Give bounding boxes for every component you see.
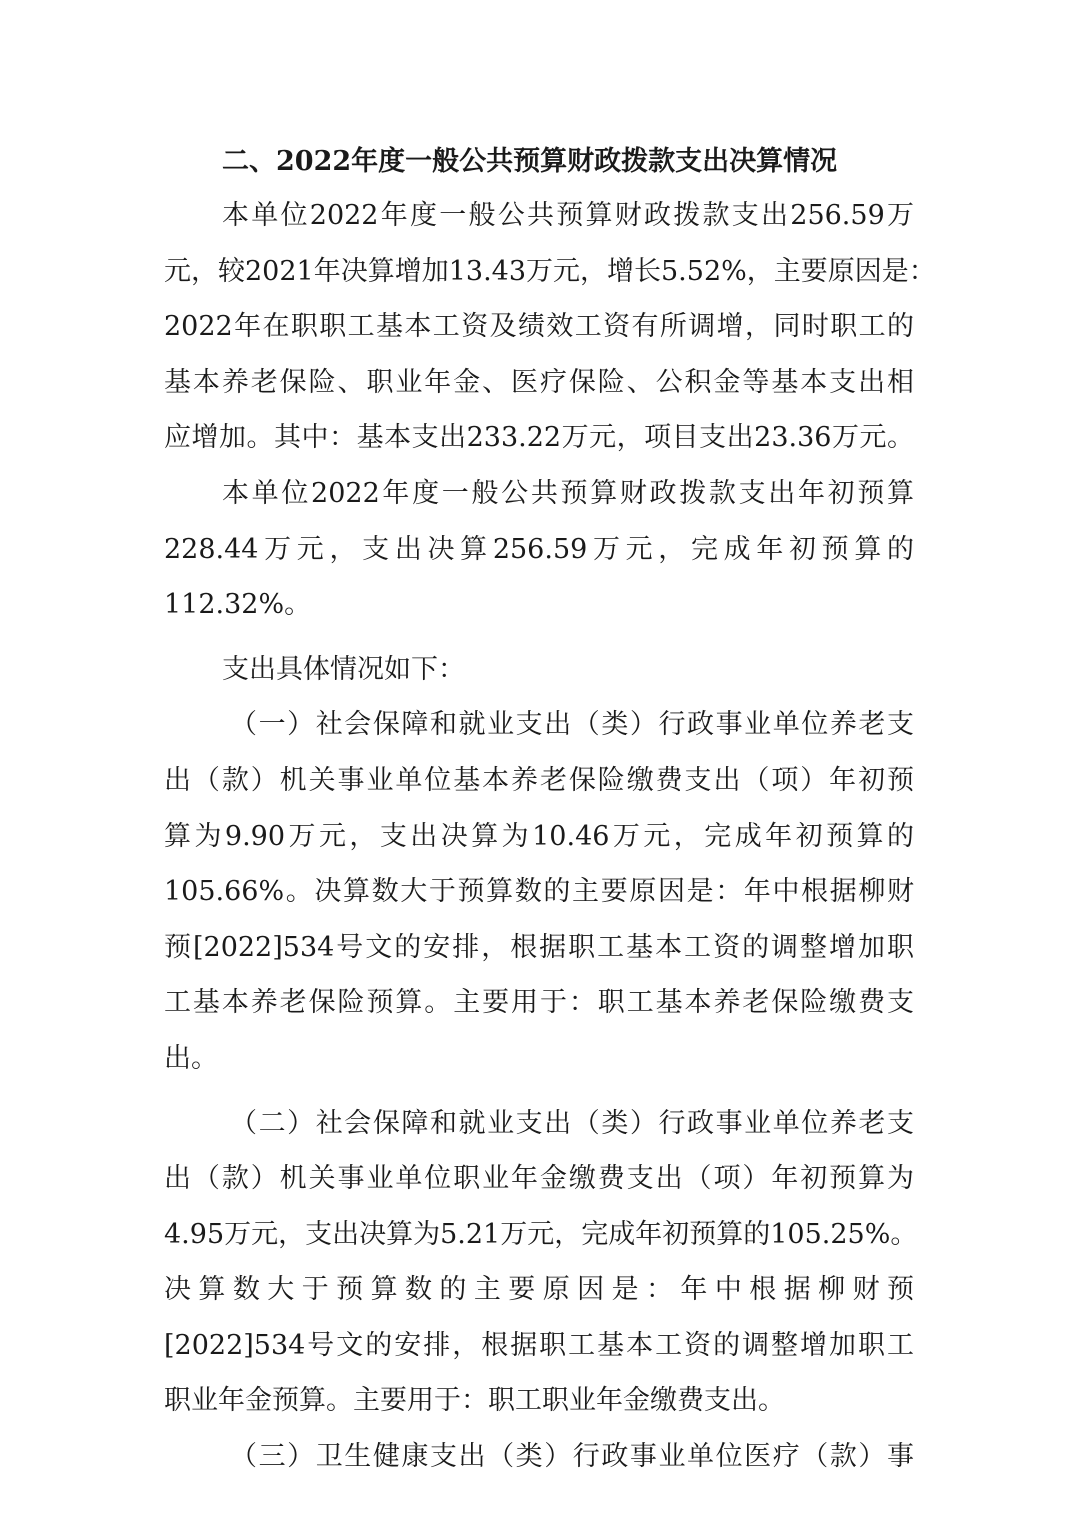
paragraph-budget-completion: [164, 466, 914, 633]
text-line: 112.32%。: [164, 589, 312, 621]
text-line: 228.44万元，支出决算256.59万元，完成年初预算的: [164, 533, 914, 565]
text-line: 算为9.90万元，支出决算为10.46万元，完成年初预算的: [164, 820, 914, 852]
text-line: 应增加。其中：基本支出233.22万元，项目支出23.36万元。: [164, 422, 914, 454]
paragraph-item-3: [164, 1429, 914, 1485]
document-body: [164, 188, 936, 1485]
text-line: 基本养老保险、职业年金、医疗保险、公积金等基本支出相: [164, 366, 914, 398]
text-line: 出。: [164, 1042, 218, 1074]
paragraph-item-1: [164, 697, 914, 1086]
text-line: 出（款）机关事业单位基本养老保险缴费支出（项）年初预: [164, 764, 914, 796]
text-line: 工基本养老保险预算。主要用于：职工基本养老保险缴费支: [164, 987, 914, 1019]
text-line: [2022]534号文的安排，根据职工基本工资的调整增加职工: [164, 1329, 914, 1361]
text-line: 本单位2022年度一般公共预算财政拨款支出年初预算: [222, 477, 914, 509]
text-line: 元，较2021年决算增加13.43万元，增长5.52%，主要原因是：: [164, 255, 936, 287]
text-line: 105.66%。决算数大于预算数的主要原因是：年中根据柳财: [164, 876, 914, 908]
text-line: 出（款）机关事业单位职业年金缴费支出（项）年初预算为: [164, 1163, 914, 1195]
paragraph-details-intro: [164, 642, 914, 698]
text-line: 决算数大于预算数的主要原因是：年中根据柳财预: [164, 1274, 914, 1306]
text-line: 预[2022]534号文的安排，根据职工基本工资的调整增加职: [164, 931, 914, 963]
text-line: （一）社会保障和就业支出（类）行政事业单位养老支: [230, 709, 914, 741]
text-line: 本单位2022年度一般公共预算财政拨款支出256.59万: [222, 200, 914, 231]
text-line: 4.95万元，支出决算为5.21万元，完成年初预算的105.25%。: [164, 1218, 918, 1250]
text-line: （二）社会保障和就业支出（类）行政事业单位养老支: [230, 1107, 914, 1139]
paragraph-item-2: [164, 1096, 918, 1430]
section-heading: 二、2022年度一般公共预算财政拨款支出决算情况: [222, 146, 838, 177]
text-line: 职业年金预算。主要用于：职工职业年金缴费支出。: [164, 1385, 785, 1417]
paragraph-expenditure-summary: [164, 188, 936, 466]
text-line: 2022年在职职工基本工资及绩效工资有所调增，同时职工的: [164, 311, 914, 343]
text-line: （三）卫生健康支出（类）行政事业单位医疗（款）事: [230, 1441, 914, 1473]
text-line: 支出具体情况如下：: [222, 653, 465, 685]
